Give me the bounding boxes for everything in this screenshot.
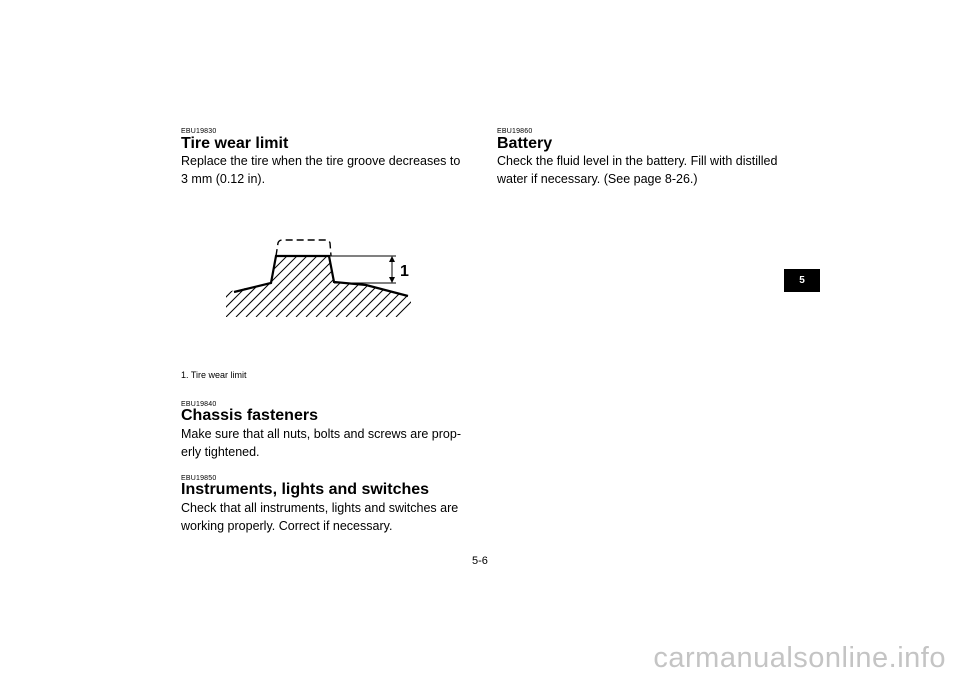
figure-caption: 1. Tire wear limit (181, 370, 247, 380)
section-code: EBU19850 (181, 475, 217, 482)
body-line: Check the fluid level in the battery. Fill with distilled (497, 154, 778, 168)
figure-callout-label: 1 (400, 263, 409, 280)
section-body-instruments-lights-switches (181, 500, 458, 535)
section-title-battery: Battery (497, 135, 553, 152)
section-body-battery (497, 153, 777, 188)
watermark: carmanualsonline.info (653, 642, 946, 674)
body-line: Make sure that all nuts, bolts and screws are prop- (181, 427, 461, 441)
body-line: Check that all instruments, lights and switches are (181, 501, 459, 515)
section-code: EBU19840 (181, 401, 217, 408)
page-number: 5-6 (472, 555, 488, 567)
body-line: working properly. Correct if necessary. (181, 518, 393, 533)
section-title-tire-wear-limit: Tire wear limit (181, 135, 289, 152)
body-line: erly tightened. (181, 444, 260, 459)
section-body-chassis-fasteners (181, 426, 461, 461)
section-title-instruments-lights-switches: Instruments, lights and switches (181, 481, 430, 498)
tire-wear-limit-diagram (226, 232, 426, 317)
section-code: EBU19830 (181, 128, 217, 135)
chapter-tab: 5 (784, 269, 820, 292)
body-line: 3 mm (0.12 in). (181, 171, 266, 186)
section-code: EBU19860 (497, 128, 533, 135)
section-body-tire-wear-limit (181, 153, 460, 188)
body-line: Replace the tire when the tire groove decreases to (181, 154, 461, 168)
section-title-chassis-fasteners: Chassis fasteners (181, 407, 318, 424)
body-line: water if necessary. (See page 8-26.) (497, 171, 698, 186)
